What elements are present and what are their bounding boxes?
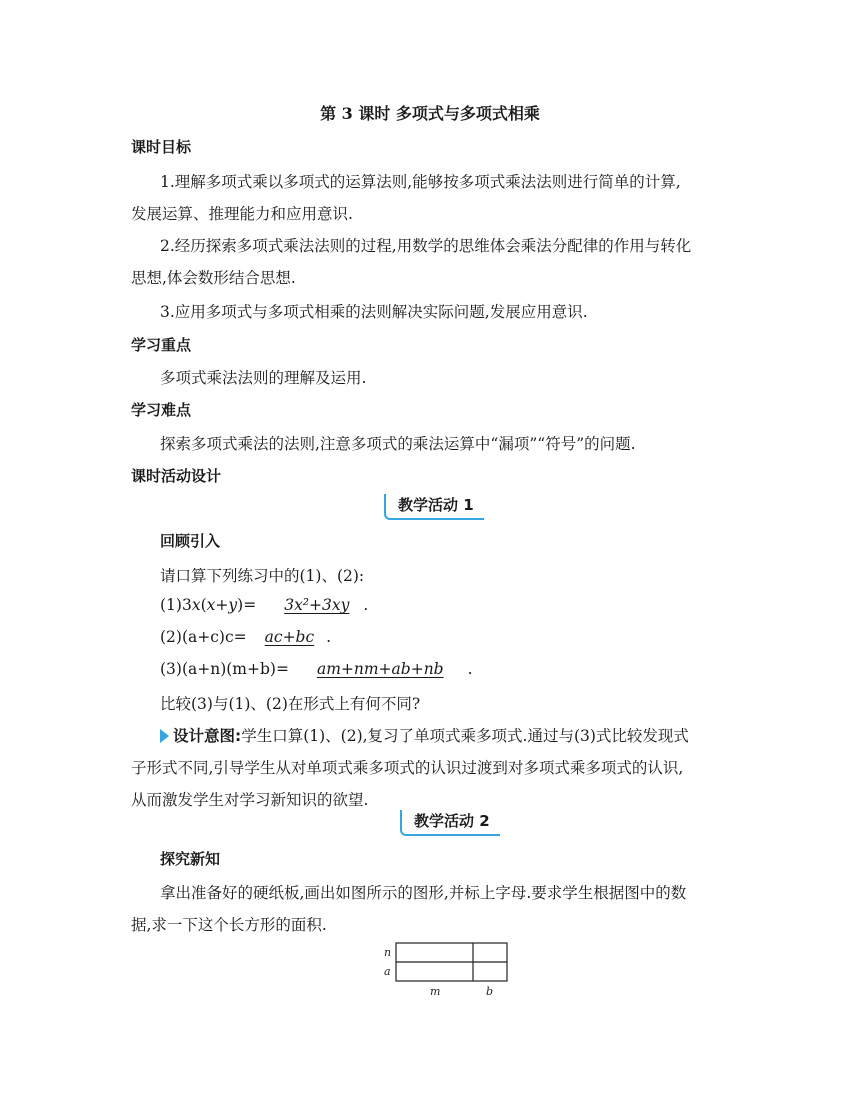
exercise-3 [160, 660, 473, 678]
exercise-3-answer: am+nm+ab+nb [316, 660, 444, 678]
activity-2-line-1: 拿出准备好的硬纸板,画出如图所示的图形,并标上字母.要求学生根据图中的数 [160, 884, 687, 902]
triangle-marker-icon [160, 729, 169, 743]
objective-line-5: 3.应用多项式与多项式相乘的法则解决实际问题,发展应用意识. [160, 303, 588, 321]
objectives-heading: 课时目标 [131, 138, 192, 156]
exercise-3-question: (3)(a+n)(m+b)= [160, 660, 289, 678]
page-title: 第 3 课时 多项式与多项式相乘 [320, 104, 540, 123]
difficulty-heading: 学习难点 [131, 401, 192, 419]
label-b: b [486, 985, 494, 998]
objective-line-4: 思想,体会数形结合思想. [131, 269, 296, 287]
label-a: a [384, 965, 391, 978]
design-intent-line-3: 从而激发学生对学习新知识的欲望. [131, 791, 369, 809]
design-intent-label: 设计意图: [173, 727, 242, 745]
exercise-1-x: x [191, 596, 201, 614]
exercise-1 [160, 596, 368, 614]
design-intent-line-2: 子形式不同,引导学生从对单项式乘多项式的认识过渡到对多项式乘多项式的认识, [131, 759, 684, 777]
objective-line-2: 发展运算、推理能力和应用意识. [131, 205, 353, 223]
key-text: 多项式乘法法则的理解及运用. [160, 369, 367, 387]
exercise-3-period: . [467, 660, 473, 678]
activity-2-badge: 教学活动 2 [400, 810, 500, 836]
activity-2-line-2: 据,求一下这个长方形的面积. [131, 916, 327, 934]
exercise-1-prefix: (1)3 [160, 596, 192, 614]
exercise-2-answer: ac+bc [264, 628, 315, 646]
design-intent-text-1: 学生口算(1)、(2),复习了单项式乘多项式.通过与(3)式比较发现式 [241, 727, 689, 745]
exercise-2-question: (2)(a+c)c= [160, 628, 247, 646]
key-heading: 学习重点 [131, 336, 192, 354]
exercise-1-answer: 3x²+3xy [284, 596, 350, 614]
label-n: n [384, 946, 392, 959]
exercise-2 [160, 628, 331, 646]
rectangle-figure [378, 938, 518, 1002]
compare-question: 比较(3)与(1)、(2)在形式上有何不同? [160, 695, 421, 713]
exercise-2-period: . [326, 628, 332, 646]
exercise-1-period: . [363, 596, 369, 614]
difficulty-text: 探索多项式乘法的法则,注意多项式的乘法运算中“漏项”“符号”的问题. [160, 435, 636, 453]
label-m: m [430, 985, 441, 998]
activity-1-badge: 教学活动 1 [384, 494, 484, 520]
objective-line-1: 1.理解多项式乘以多项式的运算法则,能够按多项式乘法法则进行简单的计算, [160, 173, 681, 191]
exercise-1-close: )= [237, 596, 257, 614]
objective-line-3: 2.经历探索多项式乘法法则的过程,用数学的思维体会乘法分配律的作用与转化 [160, 237, 692, 255]
activity-1-prompt: 请口算下列练习中的(1)、(2): [160, 567, 365, 585]
exercise-1-open: ( [200, 596, 207, 614]
exercise-1-x2: x [206, 596, 216, 614]
design-heading: 课时活动设计 [131, 467, 222, 485]
design-intent-line-1 [160, 724, 689, 746]
exercise-1-y: y [228, 596, 238, 614]
exercise-1-plus: + [215, 596, 229, 614]
activity-1-subheading: 回顾引入 [160, 532, 221, 550]
activity-2-subheading: 探究新知 [160, 850, 221, 868]
